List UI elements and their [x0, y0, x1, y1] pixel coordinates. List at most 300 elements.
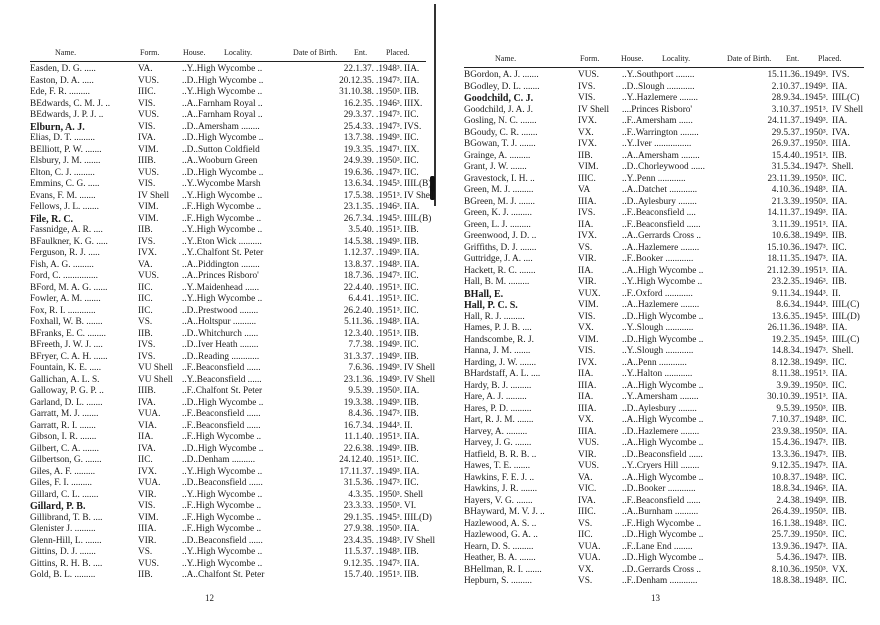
dob-cell: 31.5.36.: [343, 478, 374, 488]
entry-cell: .1944³.: [802, 288, 829, 299]
dob-cell: 23.9.38.: [771, 426, 802, 437]
dob-cell: 18.7.36.: [343, 271, 374, 281]
pupil-name: Garland, D. L. .......: [30, 397, 103, 408]
pupil-name: Gillibrand, T. B. ....: [30, 512, 103, 523]
dob-cell: 26.9.37.: [771, 139, 802, 149]
entry-cell: .1951³.: [802, 219, 829, 230]
entry-cell: .1950³.: [376, 386, 403, 396]
locality-cell: ..A..High Wycombe ..: [622, 415, 704, 425]
form-cell: IIIA.: [578, 380, 597, 391]
form-cell: IIIC.: [578, 173, 596, 184]
placed-cell: IV Shell: [404, 374, 436, 385]
placed-cell: II.: [832, 288, 841, 299]
dob-cell: 23.2.35.: [771, 277, 802, 287]
pupil-name: Hall, P. C. S.: [464, 300, 518, 311]
entry-cell: .1944³.: [802, 300, 829, 310]
dob-cell: 19.3.35.: [343, 144, 374, 155]
form-cell: IVX.: [578, 231, 597, 241]
dob-cell: 24.11.37.: [767, 116, 802, 126]
placed-cell: IIIL(C): [832, 334, 860, 345]
placed-cell: IV Shell: [404, 535, 436, 546]
locality-cell: ..A..Hazlemere ........: [622, 242, 700, 253]
pupil-name: Evans, F. M. .......: [30, 190, 96, 201]
pupil-name: BEdwards, J. P. J. ..: [30, 110, 104, 120]
entry-cell: .1949³.: [376, 236, 403, 247]
pupil-name: Ferguson, R. J. .....: [30, 248, 100, 258]
dob-cell: 22.4.40.: [343, 282, 374, 293]
dob-cell: 21.12.39.: [767, 265, 802, 276]
dob-cell: 22.6.38.: [343, 443, 374, 454]
placed-cell: IIB.: [832, 507, 847, 517]
entry-cell: .1948³.: [376, 64, 403, 74]
entry-cell: .1948³.: [376, 317, 403, 327]
placed-cell: IIC.: [832, 415, 847, 425]
placed-cell: IIB.: [832, 231, 847, 241]
placed-cell: IIIL(B): [404, 213, 432, 224]
dob-cell: 23.1.35.: [343, 202, 374, 212]
entry-cell: .1950³.: [376, 156, 403, 166]
entry-cell: .1950³.: [802, 173, 829, 184]
header-dob: Date of Birth.: [293, 48, 338, 57]
pupil-name: Gillard, P. B.: [30, 501, 86, 512]
pupil-name: Greenwood, J. D. ..: [464, 231, 537, 241]
pupil-name: Hall, B. M. .........: [464, 277, 530, 287]
placed-cell: IIB.: [404, 397, 419, 408]
dob-cell: 15.7.40.: [343, 570, 374, 580]
placed-cell: II.: [404, 420, 413, 431]
locality-cell: ..F..High Wycombe ..: [622, 518, 702, 529]
dob-cell: 19.6.36.: [343, 167, 374, 178]
pupil-name: Hayers, V. G. .......: [464, 495, 533, 506]
form-cell: IVS.: [138, 236, 156, 247]
locality-cell: ..Y..High Wycombe ..: [622, 277, 703, 287]
form-cell: IV Shell: [138, 190, 170, 201]
form-cell: VIM.: [138, 213, 159, 224]
form-cell: IIA.: [578, 369, 594, 379]
entry-cell: .1947³.: [802, 242, 829, 253]
pupil-name: Fowler, A. M. .......: [30, 294, 101, 304]
placed-cell: IIA.: [832, 392, 848, 402]
placed-cell: IIB.: [832, 277, 847, 287]
entry-cell: .1947³.: [802, 346, 829, 356]
entry-cell: .1946³.: [802, 277, 829, 287]
entry-cell: .1947³.: [802, 449, 829, 460]
form-cell: IVX.: [578, 116, 597, 126]
dob-cell: 19.2.35.: [771, 334, 802, 345]
entry-cell: .1949³.: [376, 248, 403, 258]
header-house: House.: [183, 48, 206, 57]
pupil-name: Goodchild, J. A. J.: [464, 104, 533, 115]
pupil-name: BGodley, D. L. .......: [464, 81, 540, 92]
form-cell: IVS.: [578, 208, 596, 218]
dob-cell: 24.12.40.: [339, 455, 374, 465]
locality-cell: ..D..Chorleywood ......: [622, 162, 705, 172]
dob-cell: 23.4.35.: [343, 535, 374, 546]
locality-cell: ..F..Beaconsfield ....: [622, 208, 696, 218]
locality-cell: ..Y..High Wycombe ..: [182, 225, 263, 235]
pupil-name: Hall, R. J. .........: [464, 311, 525, 322]
placed-cell: IIA.: [404, 466, 420, 477]
entry-cell: .1949³.: [376, 340, 403, 350]
entry-cell: .1948³.: [802, 185, 829, 195]
placed-cell: IVS.: [404, 121, 422, 132]
header-name: Name.: [495, 54, 517, 63]
form-cell: VIM.: [138, 512, 159, 523]
dob-cell: 4.3.35.: [348, 489, 374, 500]
pupil-name: Green, L. J. .........: [464, 219, 531, 230]
pupil-name: Garratt, M. J. .......: [30, 409, 99, 419]
entry-cell: .1951³.: [376, 570, 403, 580]
locality-cell: ..D..High Wycombe ..: [182, 443, 264, 454]
locality-cell: ..A..Amersham ........: [622, 150, 700, 161]
form-cell: IVS.: [578, 81, 596, 92]
placed-cell: IIB.: [404, 328, 419, 339]
form-cell: IVX.: [138, 248, 157, 258]
entry-cell: .1950³.: [376, 87, 403, 97]
header-form: Form.: [140, 48, 160, 57]
form-cell: IIIC.: [138, 87, 156, 97]
placed-cell: IIB.: [404, 87, 419, 97]
form-cell: VIS.: [138, 121, 156, 132]
form-cell: VIM.: [138, 144, 159, 155]
placed-cell: IIA.: [404, 317, 420, 327]
placed-cell: IIB.: [404, 236, 419, 247]
locality-cell: ..A..High Wycombe ..: [622, 380, 704, 391]
dob-cell: 13.9.36.: [771, 541, 802, 552]
placed-cell: IV Shell: [404, 363, 436, 373]
form-cell: IIA.: [578, 392, 594, 402]
placed-cell: IIIL(B): [404, 179, 432, 189]
pupil-name: Griffiths, D. J. .......: [464, 242, 537, 253]
entry-cell: .1945³.: [802, 311, 829, 322]
form-cell: VUX.: [578, 288, 601, 299]
placed-cell: IIA.: [832, 426, 848, 437]
form-cell: IIB.: [138, 225, 153, 235]
placed-cell: IIA.: [404, 386, 420, 396]
locality-cell: ..Y..High Wycombe ..: [182, 190, 263, 201]
pupil-name: Gosling, N. C. .......: [464, 116, 537, 126]
locality-cell: ..Y..High Wycombe ..: [182, 87, 263, 97]
form-cell: VIR.: [138, 535, 157, 546]
dob-cell: 18.8.38.: [771, 576, 802, 586]
placed-cell: IIB.: [404, 547, 419, 557]
dob-cell: 13.3.36.: [771, 449, 802, 460]
placed-cell: IIC.: [832, 518, 847, 529]
pupil-name: Green, K. J. .........: [464, 208, 532, 218]
pupil-name: Hawkins, F. E. J. ..: [464, 472, 535, 483]
entry-cell: .1949³.: [376, 133, 403, 143]
placed-cell: IIA.: [404, 432, 420, 442]
placed-cell: IIC.: [832, 173, 847, 184]
dob-cell: 11.1.40.: [344, 432, 374, 442]
pupil-name: BGowan, T. J. .......: [464, 139, 536, 149]
pupil-name: BFord, M. A. G. ......: [30, 282, 108, 293]
locality-cell: ..Y..High Wycombe ..: [182, 547, 263, 557]
dob-cell: 12.3.40.: [343, 328, 374, 339]
placed-cell: IIA.: [404, 64, 420, 74]
dob-cell: 9.12.35.: [771, 461, 802, 471]
pupil-name: BGoudy, C. R. .......: [464, 127, 538, 138]
dob-cell: 8.12.38.: [771, 357, 802, 368]
pupil-name: Hares, P. D. .........: [464, 403, 532, 414]
placed-cell: IIA.: [832, 265, 848, 276]
entry-cell: .1950³.: [802, 426, 829, 437]
locality-cell: ..Y..Slough ............: [622, 323, 694, 333]
placed-cell: IIA.: [404, 558, 420, 569]
entry-cell: .1949³.: [802, 357, 829, 368]
dob-cell: 8.10.36.: [771, 564, 802, 575]
entry-cell: .1949³.: [802, 495, 829, 506]
pupil-name: Elsbury, J. M. .......: [30, 156, 101, 166]
form-cell: IVA.: [138, 397, 156, 408]
locality-cell: ..F..Beaconsfield ......: [622, 495, 701, 506]
pupil-name: Hames, P. J. B. ....: [464, 323, 532, 333]
form-cell: VUA.: [138, 478, 161, 488]
dob-cell: 29.1.35.: [343, 512, 374, 523]
form-cell: VIS.: [578, 311, 596, 322]
dob-cell: 16.1.38.: [771, 518, 802, 529]
placed-cell: IIA.: [832, 81, 848, 92]
dob-cell: 13.7.38.: [343, 133, 374, 143]
placed-cell: IIA.: [832, 208, 848, 218]
locality-cell: ..Y..Cryers Hill ........: [622, 461, 700, 471]
placed-cell: VI.: [404, 501, 417, 511]
locality-cell: ..Y..Amersham ........: [622, 392, 699, 402]
entry-cell: .1947³.: [376, 409, 403, 419]
form-cell: IIC.: [138, 294, 153, 304]
dob-cell: 18.11.35.: [767, 254, 802, 264]
locality-cell: ..F..Beaconsfield ......: [182, 409, 261, 419]
form-cell: VIR.: [578, 254, 597, 264]
locality-cell: ..D..Amersham ........: [182, 121, 260, 132]
dob-cell: 5.11.36.: [344, 317, 374, 327]
locality-cell: ..A..Holtspur ..........: [182, 317, 257, 327]
locality-cell: ..F..Amersham ......: [622, 116, 693, 126]
form-cell: IIIA.: [138, 524, 157, 534]
locality-cell: ..F..Beaconsfield ......: [622, 219, 701, 230]
placed-cell: IIIL(D): [404, 512, 432, 523]
entry-cell: .1949³.: [802, 116, 829, 126]
header-rule: [30, 61, 426, 62]
pupil-name: Glenn-Hill, L. .......: [30, 535, 102, 546]
form-cell: VUS.: [138, 75, 159, 86]
entry-cell: .1949³.: [376, 374, 403, 385]
form-cell: VUS.: [138, 110, 159, 120]
locality-cell: ..A..High Wycombe ..: [622, 438, 704, 448]
pupil-name: Gold, B. L. .........: [30, 570, 96, 580]
pupil-name: BFryer, C. A. H. ......: [30, 351, 108, 362]
entry-cell: .1947³.: [376, 478, 403, 488]
entry-cell: .1950³.: [376, 489, 403, 500]
entry-cell: .1951³.: [376, 294, 403, 304]
pupil-name: Fish, A. G. .........: [30, 259, 94, 270]
header-placed: Placed.: [818, 54, 842, 63]
dob-cell: 23.11.39.: [767, 173, 802, 184]
locality-cell: ..Y..Maidenhead ......: [182, 282, 260, 293]
form-cell: IVX.: [578, 139, 597, 149]
dob-cell: 5.4.36.: [776, 553, 802, 563]
form-cell: VIR.: [578, 277, 597, 287]
left-page: [0, 0, 436, 625]
locality-cell: ..Y..Slough ............: [622, 346, 694, 356]
header-form: Form.: [580, 54, 600, 63]
placed-cell: IIB.: [832, 495, 847, 506]
form-cell: VUS.: [578, 438, 599, 448]
entry-cell: .1945³.: [376, 213, 403, 224]
placed-cell: IIIX.: [404, 98, 423, 109]
placed-cell: IIX.: [404, 144, 420, 155]
locality-cell: ..F..Beaconsfield ......: [182, 363, 261, 373]
locality-cell: ..F..High Wycombe ..: [182, 512, 262, 523]
dob-cell: 22.1.37.: [343, 64, 374, 74]
locality-cell: ..F..High Wycombe ..: [182, 432, 262, 442]
pupil-name: Hatfield, B. R. B. ..: [464, 449, 537, 460]
dob-cell: 3.10.37.: [771, 104, 802, 115]
entry-cell: .1951³.: [802, 392, 829, 402]
locality-cell: ..F..Oxford ............: [622, 288, 693, 299]
locality-cell: ..Y..Penn ............: [622, 173, 686, 184]
dob-cell: 29.5.37.: [771, 127, 802, 138]
dob-cell: 4.10.36.: [771, 185, 802, 195]
locality-cell: ..Y..Halton ............: [622, 369, 693, 379]
entry-cell: .1950³.: [802, 127, 829, 138]
locality-cell: ..A..Hazlemere ........: [622, 300, 700, 310]
form-cell: VIR.: [578, 449, 597, 460]
pupil-name: Gilbertson, G. .......: [30, 455, 102, 465]
placed-cell: Shell: [404, 489, 424, 500]
placed-cell: IIB.: [832, 150, 847, 161]
pupil-name: Heather, B. A. .......: [464, 553, 536, 563]
entry-cell: .1949³.: [802, 70, 829, 80]
entry-cell: .1948³.: [802, 518, 829, 529]
entry-cell: .1948³.: [802, 576, 829, 586]
pupil-name: Harding, J. W. .......: [464, 357, 537, 368]
entry-cell: .1951³.: [802, 265, 829, 276]
form-cell: VIM.: [578, 162, 599, 172]
entry-cell: .1951³.: [376, 305, 403, 316]
pupil-name: BHellman, R. I. .......: [464, 564, 542, 575]
placed-cell: IIA.: [832, 196, 848, 207]
entry-cell: .1950³.: [802, 507, 829, 517]
form-cell: VUS.: [578, 461, 599, 471]
pupil-name: BElliott, P. W. .......: [30, 144, 102, 155]
entry-cell: .1951³.: [802, 150, 829, 161]
entry-cell: .1951³.: [376, 282, 403, 293]
pupil-name: Giles, A. F. .........: [30, 466, 96, 477]
placed-cell: IIA.: [832, 116, 848, 126]
form-cell: IIIB.: [138, 386, 156, 396]
pupil-name: BGreen, M. J. .......: [464, 196, 536, 207]
dob-cell: 14.11.37.: [767, 208, 802, 218]
pupil-name: Ede, F. R. .........: [30, 87, 90, 97]
locality-cell: ..A..Princes Risboro': [182, 271, 259, 281]
pupil-name: Goodchild, C. J.: [464, 93, 534, 104]
placed-cell: IIC.: [832, 472, 847, 483]
locality-cell: ..Y..Hazlemere ........: [622, 93, 698, 103]
locality-cell: ..D..Beaconsfield ......: [622, 449, 703, 460]
header-locality: Locality.: [224, 48, 253, 57]
dob-cell: 9.5.39.: [776, 403, 802, 414]
placed-cell: IIA.: [404, 259, 420, 270]
page-number: 12: [205, 593, 214, 603]
entry-cell: .1949³.: [376, 351, 403, 362]
header-dob: Date of Birth.: [727, 54, 772, 63]
pupil-name: Grant, J. W. .......: [464, 162, 527, 172]
form-cell: IVS.: [138, 340, 156, 350]
locality-cell: ..A..High Wycombe ..: [622, 472, 704, 483]
form-cell: IIC.: [138, 282, 153, 293]
locality-cell: ..A..Farnham Royal ..: [182, 98, 263, 109]
entry-cell: .1949³.: [802, 208, 829, 218]
locality-cell: ..D..Sutton Coldfield: [182, 144, 260, 155]
entry-cell: .1945³.: [376, 512, 403, 523]
form-cell: IIB.: [138, 328, 153, 339]
entry-cell: .1947¹.: [376, 144, 403, 155]
entry-cell: .1948³.: [802, 323, 829, 333]
right-page: [440, 0, 880, 625]
locality-cell: ....Princes Risboro': [622, 104, 693, 115]
dob-cell: 2.10.37.: [771, 81, 802, 92]
locality-cell: ..A..Datchet ............: [622, 185, 698, 195]
entry-cell: .1949³.: [376, 466, 403, 477]
pupil-name: Hardy, B. J. .........: [464, 380, 532, 391]
entry-cell: .1947³.: [376, 121, 403, 132]
locality-cell: ..F..High Wycombe ..: [182, 213, 262, 224]
form-cell: IIIA.: [578, 403, 597, 414]
header-house: House.: [621, 54, 644, 63]
form-cell: VS.: [578, 518, 593, 529]
entry-cell: .1948³.: [376, 547, 403, 557]
pupil-name: Gravestock, I. H. ..: [464, 173, 535, 184]
dob-cell: 15.10.36.: [767, 242, 802, 253]
placed-cell: IIC.: [832, 242, 847, 253]
pupil-name: Fox, R. I. ............: [30, 305, 96, 316]
form-cell: IIC.: [138, 455, 153, 465]
placed-cell: IIA.: [832, 219, 848, 230]
locality-cell: ..A..Piddington ........: [182, 259, 260, 270]
dob-cell: 8.11.38.: [772, 369, 802, 379]
locality-cell: ..F..Beaconsfield ......: [182, 420, 261, 431]
placed-cell: IIC.: [404, 167, 419, 178]
dob-cell: 14.8.34.: [771, 346, 802, 356]
form-cell: IVA.: [138, 133, 156, 143]
entry-cell: .1948³.: [376, 259, 403, 270]
form-cell: VIS.: [578, 346, 596, 356]
placed-cell: IIC.: [404, 133, 419, 143]
form-cell: VUA.: [578, 541, 601, 552]
pupil-name: Hackett, R. C. .......: [464, 265, 536, 276]
entry-cell: .1950³.: [802, 196, 829, 207]
entry-cell: .1948³.: [802, 472, 829, 483]
pupil-name: Easden, D. G. .....: [30, 64, 96, 74]
dob-cell: 19.3.38.: [343, 397, 374, 408]
form-cell: IIIA.: [578, 426, 597, 437]
locality-cell: ..F..Warrington ........: [622, 127, 699, 138]
entry-cell: .1947³.: [376, 271, 403, 281]
placed-cell: IIC.: [404, 110, 419, 120]
dob-cell: 27.9.38.: [343, 524, 374, 534]
pupil-name: Fassnidge, A. R. ....: [30, 225, 103, 235]
form-cell: IIC.: [138, 305, 153, 316]
dob-cell: 15.4.36.: [771, 438, 802, 448]
pupil-name: BGordon, A. J. .......: [464, 70, 539, 80]
pupil-name: Glenister J. .........: [30, 524, 96, 534]
locality-cell: ..D..High Wycombe ..: [622, 334, 704, 345]
placed-cell: IIC.: [404, 294, 419, 304]
form-cell: VA.: [138, 259, 153, 270]
form-cell: VS.: [138, 547, 153, 557]
dob-cell: 15.4.40.: [771, 150, 802, 161]
